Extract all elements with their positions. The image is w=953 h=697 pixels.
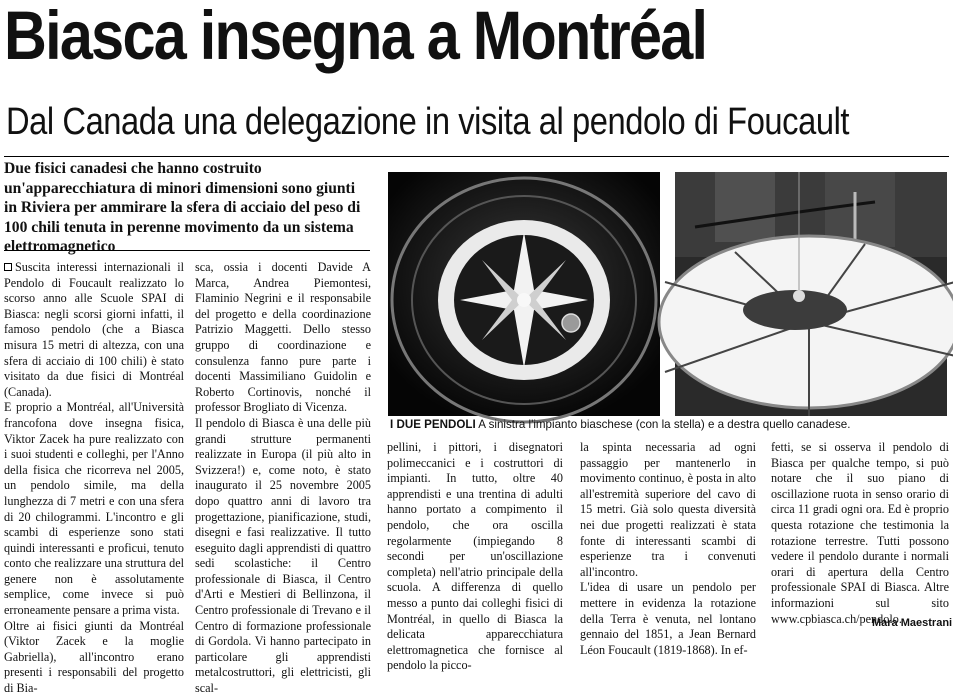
headline: Biasca insegna a Montréal — [4, 0, 707, 74]
paragraph: L'idea di usare un pendolo per mettere in evidenza la rotazione della Terra è venuta, nel lontano gennaio del 1851, a Jean Bernard Léon Foucault (1819-1868). In ef- — [580, 580, 756, 657]
paragraph: E proprio a Montréal, all'Università francofona dove insegna fisica, Viktor Zacek ha pure realizzato con i suoi studenti e colleghi, per l'Anno della fisica che ricorreva nel 2005, un pendolo simile, ma della lunghezza di 7 metri e con una sfera di 20 chilogrammi. L'incontro e gli scambi di esperienze sono stati quindi interessanti e proficui, tenuto conto che realizzare una struttura del genere non è assolutamente semplice, come invece si può erroneamente pensare a prima vista. — [4, 400, 184, 618]
body-column-2 — [195, 260, 371, 696]
photo-biasca-image — [388, 172, 660, 416]
photo-montreal-image — [675, 172, 947, 416]
lead-rule — [4, 250, 370, 251]
square-bullet-icon — [4, 263, 12, 271]
paragraph: Oltre ai fisici giunti da Montréal (Viktor Zacek e la moglie Gabriella), all'incontro erano presenti i responsabili del progetto di Bia- — [4, 618, 184, 696]
lead-paragraph: Due fisici canadesi che hanno costruito un'apparecchiatura di minori dimensioni sono giunti in Riviera per ammirare la sfera di acciaio del peso di 100 chili tenuta in perenne movimento da un sistema elettromagnetico — [4, 160, 361, 256]
paragraph: sca, ossia i docenti Davide A Marca, Andrea Piemontesi, Flaminio Negrini e il responsabile del progetto e della coordinazione Patrizio Maggetti. Dello stesso gruppo di coordinazione e consulenza fanno pure parte i docenti Massimiliano Guidolin e Roberto Cortinovis, nonché il professor Brogliato di Vicenza. — [195, 260, 371, 415]
paragraph: pellini, i pittori, i disegnatori polimeccanici e i costruttori di impianti. In tutto, oltre 40 apprendisti e una trentina di adulti hanno portato a compimento il pendolo, che ora oscilla regolarmente (impiegando 8 secondi per un'oscillazione completa) nell'atrio principale della scuola. A differenza di quello messo a punto dai colleghi fisici di Montréal, in quello di Biasca la delicata apparecchiatura elettromagnetica che fornisce al pendolo la picco- — [387, 440, 563, 673]
paragraph-text: Suscita interessi internazionali il Pendolo di Foucault realizzato lo scorso anno alle Scuole SPAI di Biasca: negli scorsi giorni infatti, il famoso pendolo (che a Biasca misura 15 metri di altezza, con una sfera di acciaio di 100 chili) è stato visitato da due fisici di Montréal (Canada). — [4, 260, 184, 399]
body-column-4 — [580, 440, 756, 657]
photo-montreal-pendulum — [675, 172, 947, 416]
body-column-3 — [387, 440, 563, 673]
photo-caption — [390, 418, 950, 432]
caption-label: I DUE PENDOLI — [390, 418, 476, 431]
paragraph: la spinta necessaria ad ogni passaggio per mantenerlo in movimento continuo, è posta in alto all'estremità superiore del cavo di 15 metri. Già solo questa diversità nei due progetti realizzati è stata fonte di interessanti scambi di esperienze tra i convenuti all'incontro. — [580, 440, 756, 579]
paragraph — [4, 260, 184, 400]
paragraph: fetti, se si osserva il pendolo di Biasca per qualche tempo, si può notare che il suo piano di oscillazione ruota in senso orario di circa 11 gradi ogni ora. Ed è proprio questa rotazione che testimonia la rotazione terrestre. Tutti possono vedere il pendolo durante i normali orari di apertura della Centro professionale SPAI di Biasca. Altre informazioni sul sito www.cpbiasca.ch/pendolo. — [771, 440, 949, 626]
byline: Mara Maestrani — [872, 617, 953, 629]
subheadline: Dal Canada una delegazione in visita al pendolo di Foucault — [6, 101, 850, 143]
photo-biasca-pendulum — [388, 172, 660, 416]
top-rule — [4, 156, 949, 157]
body-column-1 — [4, 260, 184, 696]
paragraph: Il pendolo di Biasca è una delle più grandi strutture permanenti realizzate in Europa (il più alto in Svizzera!) e, come noto, è stato inaugurato il 25 novembre 2005 dopo quattro anni di lavoro tra progettazione, pianificazione, studi, disegni e fasi realizzative. Il tutto eseguito dagli apprendisti di quattro sedi scolastiche: il Centro professionale di Biasca, il Centro d'Arti e Mestieri di Bellinzona, il Centro professionale di Trevano e il Centro di formazione professionale di Gordola. Vi hanno partecipato in particolare gli apprendisti metalcostruttori, gli elettricisti, gli scal- — [195, 415, 371, 696]
caption-text: A sinistra l'impianto biaschese (con la stella) e a destra quello canadese. — [478, 418, 851, 431]
